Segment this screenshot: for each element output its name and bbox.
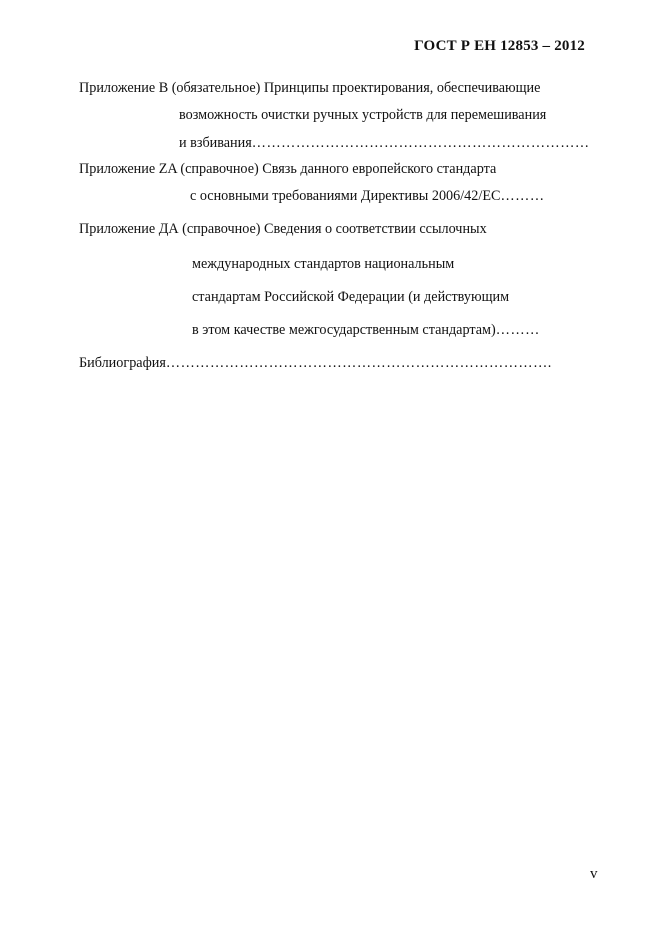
toc-entry-line: Приложение ДА (справочное) Сведения о соответствии ссылочных: [79, 221, 487, 237]
toc-entry-line: Приложение В (обязательное) Принципы проектирования, обеспечивающие: [79, 80, 541, 96]
toc-entry-line-text: с основными требованиями Директивы 2006/42/ЕС: [190, 188, 501, 204]
toc-entry-line-last: [179, 134, 590, 152]
toc-leader-dots: ………: [495, 322, 540, 338]
document-header: ГОСТ Р ЕН 12853 – 2012: [414, 38, 585, 54]
toc-entry-line-text: и взбивания: [179, 135, 252, 151]
toc-entry-line-last: [192, 321, 540, 339]
toc-entry-line: стандартам Российской Федерации (и действующим: [192, 289, 510, 305]
toc-entry-line-last: [79, 354, 552, 372]
toc-entry-line-text: в этом качестве межгосударственным стандартам): [192, 322, 496, 338]
toc-entry-line-text: Библиография: [79, 355, 166, 371]
toc-leader-dots: ………: [500, 188, 545, 204]
toc-leader-dots: …………………………………………………………………….: [165, 355, 552, 371]
toc-leader-dots: ……………………………………………………………: [251, 135, 590, 151]
toc-entry-line: Приложение ZA (справочное) Связь данного европейского стандарта: [79, 161, 497, 177]
toc-entry-line-last: [190, 187, 545, 205]
toc-entry-line: возможность очистки ручных устройств для перемешивания: [179, 107, 547, 123]
page-number: v: [590, 866, 598, 882]
toc-entry-line: международных стандартов национальным: [192, 256, 455, 272]
